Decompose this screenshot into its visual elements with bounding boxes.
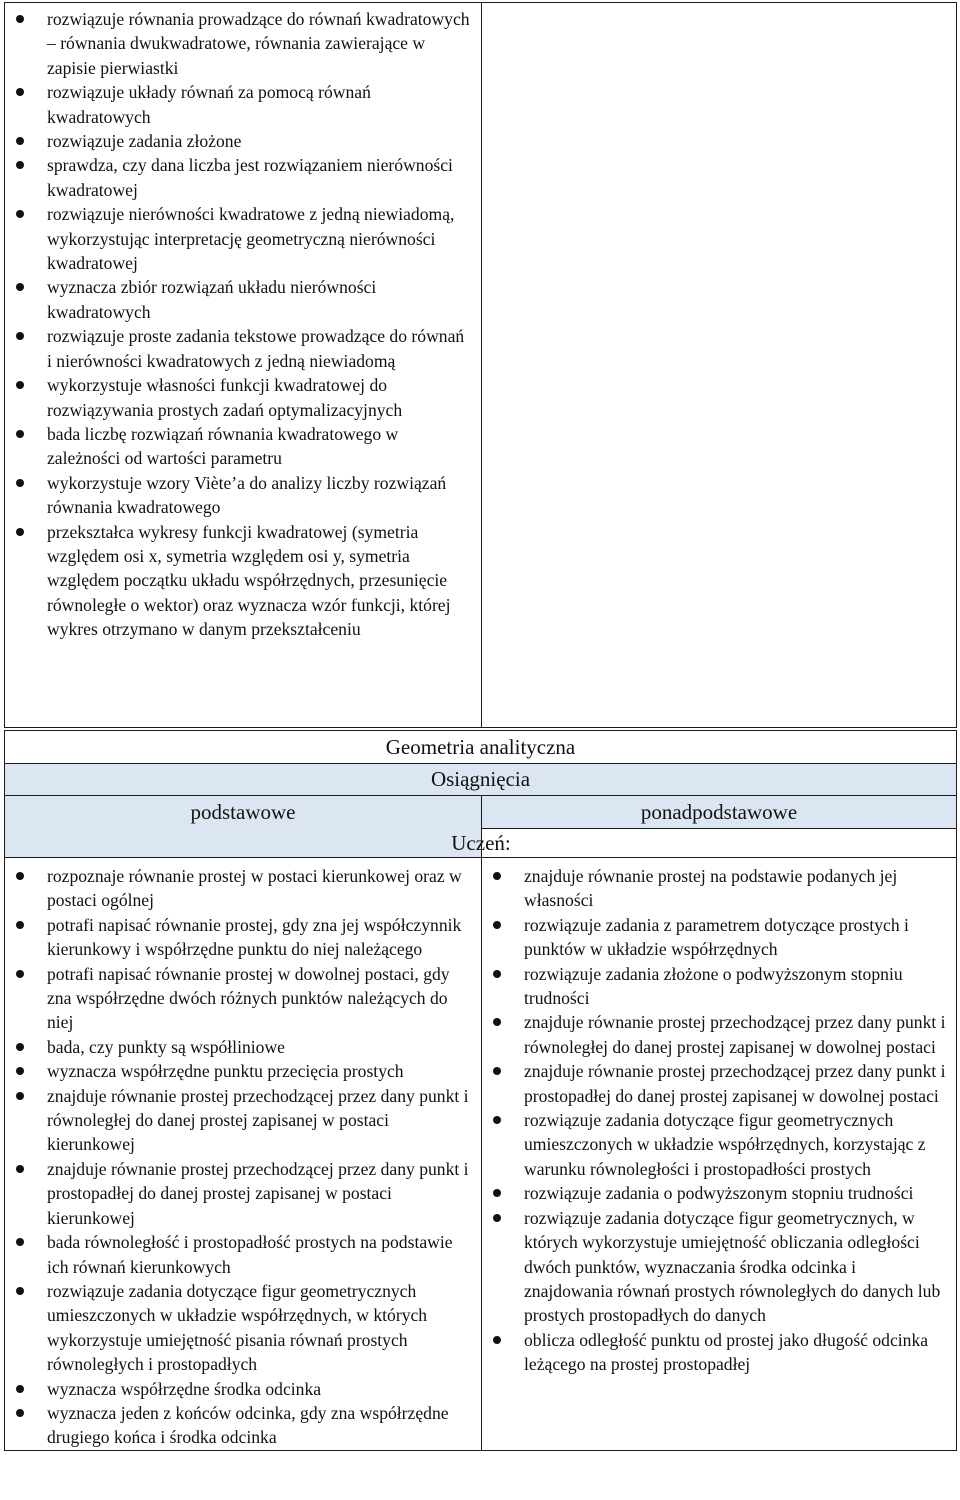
advanced-requirement-item: rozwiązuje zadania dotyczące figur geometrycznych umieszczonych w układzie współrzędnych, korzystając z warunku równoległości i prostopadłości prostych	[488, 1108, 948, 1181]
advanced-requirement-item: rozwiązuje zadania dotyczące figur geometrycznych, w których wykorzystuje umiejętność obliczania odległości dwóch punktów, wyznaczania środka odcinka i znajdowania równań prostych równoległych do danych lub prostych prostopadłych do danych	[488, 1206, 948, 1328]
requirement-item: rozwiązuje zadania złożone	[11, 129, 473, 153]
advanced-requirement-item: rozwiązuje zadania złożone o podwyższonym stopniu trudności	[488, 962, 948, 1011]
basic-requirement-item: bada równoległość i prostopadłość prostych na podstawie ich równań kierunkowych	[11, 1230, 473, 1279]
requirement-item: rozwiązuje proste zadania tekstowe prowadzące do równań i nierówności kwadratowych z jedną niewiadomą	[11, 324, 473, 373]
advanced-requirement-item: oblicza odległość punktu od prostej jako długość odcinka leżącego na prostej prostopadłej	[488, 1328, 948, 1377]
student-label: Uczeń:	[451, 831, 511, 855]
section-title: Geometria analityczna	[5, 731, 957, 764]
advanced-level-header: ponadpodstawowe	[482, 796, 957, 829]
requirement-item: sprawdza, czy dana liczba jest rozwiązaniem nierówności kwadratowej	[11, 153, 473, 202]
basic-requirement-item: wyznacza współrzędne środka odcinka	[11, 1377, 473, 1401]
requirement-item: wykorzystuje własności funkcji kwadratowej do rozwiązywania prostych zadań optymalizacyjnych	[11, 373, 473, 422]
advanced-requirement-item: znajduje równanie prostej przechodzącej przez dany punkt i prostopadłej do danej prostej zapisanej w dowolnej postaci	[488, 1059, 948, 1108]
requirement-item: rozwiązuje układy równań za pomocą równań kwadratowych	[11, 80, 473, 129]
requirement-item: przekształca wykresy funkcji kwadratowej (symetria względem osi x, symetria względem osi y, symetria względem początku układu współrzędnych, przesunięcie równoległe o wektor) oraz wyznacza wzór funkcji, której wykres otrzymano w danym przekształceniu	[11, 520, 473, 642]
advanced-requirement-item: znajduje równanie prostej przechodzącej przez dany punkt i równoległej do danej prostej zapisanej w dowolnej postaci	[488, 1010, 948, 1059]
advanced-requirements-list	[482, 858, 956, 1377]
basic-requirement-item: potrafi napisać równanie prostej w dowolnej postaci, gdy zna współrzędne dwóch różnych punktów należących do niej	[11, 962, 473, 1035]
requirement-item: wykorzystuje wzory Viète’a do analizy liczby rozwiązań równania kwadratowego	[11, 471, 473, 520]
basic-requirement-item: znajduje równanie prostej przechodzącej przez dany punkt i równoległej do danej prostej zapisanej w postaci kierunkowej	[11, 1084, 473, 1157]
basic-requirements-list	[5, 858, 481, 1450]
advanced-requirements-cell	[482, 858, 957, 1451]
basic-requirement-item: znajduje równanie prostej przechodzącej przez dany punkt i prostopadłej do danej prostej zapisanej w postaci kierunkowej	[11, 1157, 473, 1230]
advanced-requirement-item: rozwiązuje zadania z parametrem dotyczące prostych i punktów w układzie współrzędnych	[488, 913, 948, 962]
requirement-item: rozwiązuje nierówności kwadratowe z jedną niewiadomą, wykorzystując interpretację geometryczną nierówności kwadratowej	[11, 202, 473, 275]
upper-right-cell	[482, 3, 957, 728]
basic-requirement-item: wyznacza jeden z końców odcinka, gdy zna współrzędne drugiego końca i środka odcinka	[11, 1401, 473, 1450]
upper-requirements-table	[4, 2, 957, 728]
requirement-item: rozwiązuje równania prowadzące do równań kwadratowych – równania dwukwadratowe, równania zawierające w zapisie pierwiastki	[11, 7, 473, 80]
advanced-requirement-item: rozwiązuje zadania o podwyższonym stopniu trudności	[488, 1181, 948, 1205]
advanced-requirement-item: znajduje równanie prostej na podstawie podanych jej własności	[488, 864, 948, 913]
basic-requirement-item: bada, czy punkty są współliniowe	[11, 1035, 473, 1059]
basic-requirements-cell	[5, 858, 482, 1451]
basic-requirement-item: rozpoznaje równanie prostej w postaci kierunkowej oraz w postaci ogólnej	[11, 864, 473, 913]
basic-level-header: podstawowe	[5, 796, 482, 858]
basic-requirement-item: wyznacza współrzędne punktu przecięcia prostych	[11, 1059, 473, 1083]
basic-requirement-item: potrafi napisać równanie prostej, gdy zna jej współczynnik kierunkowy i współrzędne punktu do niej należącego	[11, 913, 473, 962]
requirement-item: wyznacza zbiór rozwiązań układu nierówności kwadratowych	[11, 275, 473, 324]
requirement-item: bada liczbę rozwiązań równania kwadratowego w zależności od wartości parametru	[11, 422, 473, 471]
achievements-header: Osiągnięcia	[5, 764, 957, 796]
upper-left-cell	[5, 3, 482, 728]
basic-requirement-item: rozwiązuje zadania dotyczące figur geometrycznych umieszczonych w układzie współrzędnych, w których wykorzystuje umiejętność pisania równań prostych równoległych i prostopadłych	[11, 1279, 473, 1377]
upper-left-list	[5, 3, 481, 642]
geometry-table	[4, 730, 957, 1451]
